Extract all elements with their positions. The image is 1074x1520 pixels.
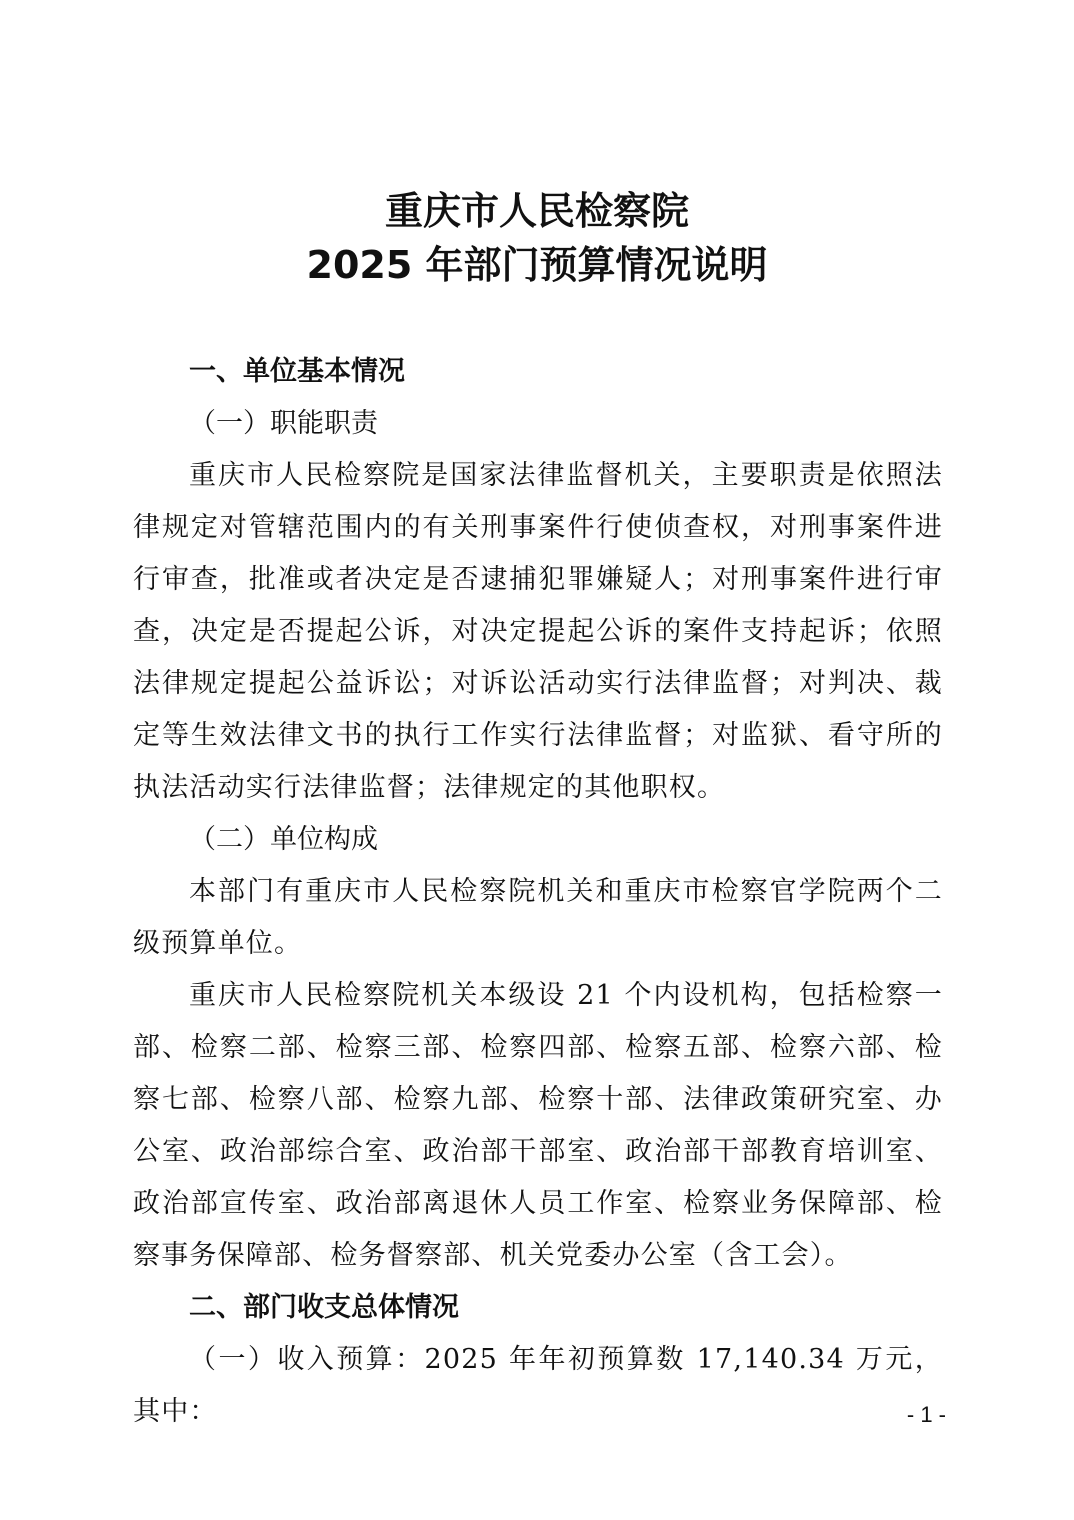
section-heading-2: 二、部门收支总体情况 [189,1292,459,1323]
page-number: - 1 - [906,1402,946,1427]
document-title [0,184,1074,292]
paragraph-duties: 重庆市人民检察院是国家法律监督机关，主要职责是依照法律规定对管辖范围内的有关刑事案件行使侦查权，对刑事案件进行审查，批准或者决定是否逮捕犯罪嫌疑人；对刑事案件进行审查，决定是否提起公诉，对决定提起公诉的案件支持起诉；依照法律规定提起公益诉讼；对诉讼活动实行法律监督；对判决、裁定等生效法律文书的执行工作实行法律监督；对监狱、看守所的执法活动实行法律监督；法律规定的其他职权。 [133,460,943,803]
subsection-heading-duties: （一）职能职责 [189,408,378,439]
paragraph-composition-2: 重庆市人民检察院机关本级设 21 个内设机构，包括检察一部、检察二部、检察三部、检察四部、检察五部、检察六部、检察七部、检察八部、检察九部、检察十部、法律政策研究室、办公室、政治部综合室、政治部干部室、政治部干部教育培训室、政治部宣传室、政治部离退休人员工作室、检察业务保障部、检察事务保障部、检务督察部、机关党委办公室（含工会）。 [133,980,943,1271]
document-body [133,346,943,1438]
title-line-1: 重庆市人民检察院 [384,189,689,233]
subsection-heading-composition: （二）单位构成 [189,824,378,855]
paragraph-income-budget: （一）收入预算：2025 年年初预算数 17,140.34 万元，其中： [133,1344,943,1427]
section-heading-1: 一、单位基本情况 [189,356,405,387]
title-line-2: 2025 年部门预算情况说明 [306,243,768,287]
paragraph-composition-1: 本部门有重庆市人民检察院机关和重庆市检察官学院两个二级预算单位。 [133,876,943,959]
